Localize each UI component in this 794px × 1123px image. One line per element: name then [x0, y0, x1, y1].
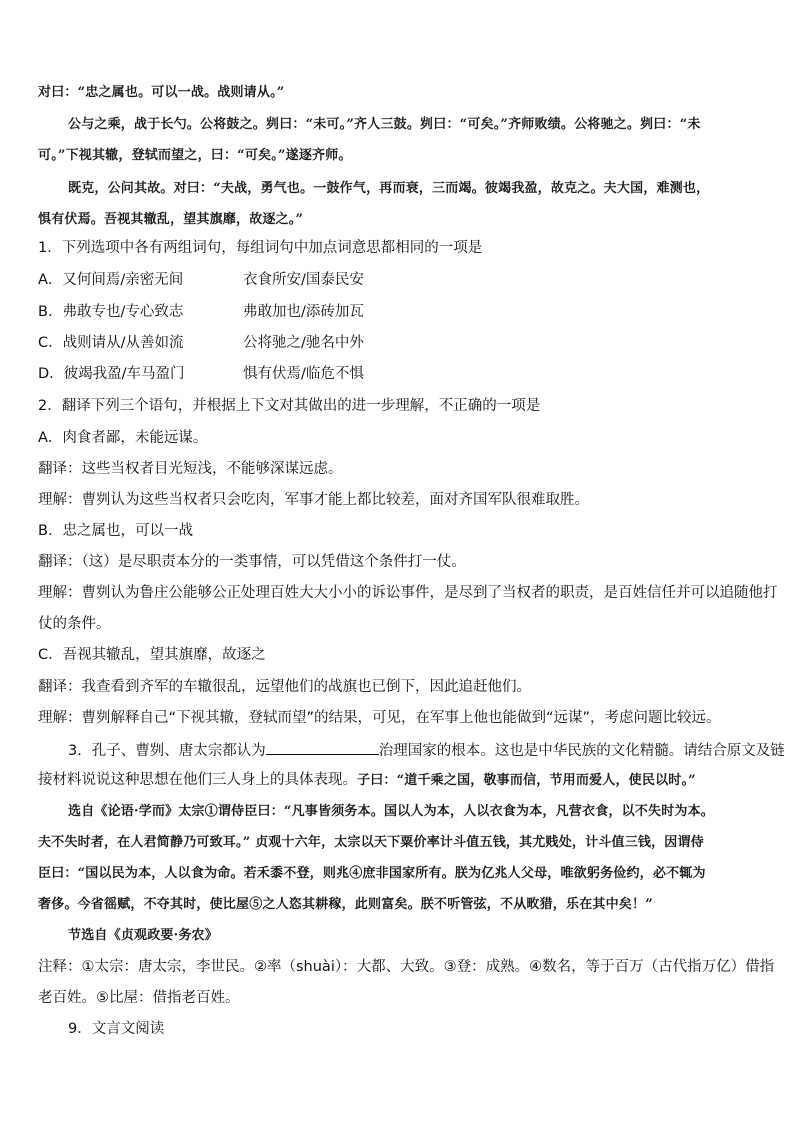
- q3-stem-quote: 子曰：“道千乘之国，敬事而信，节用而爱人，使民以时。”: [357, 773, 696, 788]
- q2-b-understanding-2: 仗的条件。: [38, 616, 111, 632]
- q1-option-c: [38, 336, 364, 351]
- q2-c-translation: 翻译：我查看到齐军的车辙很乱，远望他们的战旗也已倒下，因此追赶他们。: [38, 679, 531, 695]
- passage-line-1: 对曰：“忠之属也。可以一战。战则请从。”: [38, 85, 285, 100]
- q2-b-understanding-1: 理解：曹刿认为鲁庄公能够公正处理百姓大大小小的诉讼事件，是尽到了当权者的职责，是百姓信任并可以追随他打: [38, 585, 778, 601]
- q3-note-line-2: 老百姓。⑤比屋：借指老百姓。: [38, 990, 240, 1006]
- q1-option-d-left: D．彼竭我盈/车马盈门: [38, 366, 185, 382]
- q2-a-understanding: 理解：曹刿认为这些当权者只会吃肉，军事才能上都比较差，面对齐国军队很难取胜。: [38, 492, 589, 508]
- q3-material-line-4: 奢侈。今省徭赋，不夺其时，使比屋⑤之人恣其耕稼，此则富矣。朕不听管弦，不从畋猎，乐在其中矣！”: [38, 897, 653, 912]
- q3-stem-line-1: [38, 742, 785, 759]
- q3-stem-line-2: [38, 773, 696, 788]
- passage-line-2: 公与之乘，战于长勺。公将鼓之。刿曰：“未可。”齐人三鼓。刿曰：“可矣。”齐师败绩。公将驰之。刿曰：“未: [68, 117, 701, 132]
- q3-source: 节选自《贞观政要·务农》: [68, 928, 218, 943]
- q3-stem-part-a: 3．孔子、曹刿、唐太宗都认为: [68, 743, 266, 759]
- passage-line-3: 可。”下视其辙，登轼而望之，曰：“可矣。”遂逐齐师。: [38, 148, 352, 163]
- q3-material-line-3: 臣曰：“国以民为本，人以食为命。若禾黍不登，则兆④庶非国家所有。朕为亿兆人父母，唯欲躬务俭约，必不辄为: [38, 866, 706, 881]
- q1-stem: 1．下列选项中各有两组词句，每组词句中加点词意思都相同的一项是: [38, 240, 483, 256]
- q3-answer-blank[interactable]: [266, 742, 379, 755]
- q9-title: 9．文言文阅读: [68, 1021, 165, 1037]
- q2-b-translation: 翻译：（这）是尽职责本分的一类事情，可以凭借这个条件打一仗。: [38, 554, 466, 570]
- q2-stem: 2．翻译下列三个语句，并根据上下文对其做出的进一步理解，不正确的一项是: [38, 398, 541, 414]
- q1-option-a-left: A．又何间焉/亲密无间: [38, 272, 184, 288]
- passage-line-5: 惧有伏焉。吾视其辙乱，望其旗靡，故逐之。”: [38, 212, 304, 227]
- q1-option-a-right: 衣食所安/国泰民安: [243, 272, 364, 288]
- q2-c-understanding: 理解：曹刿解释自己“下视其辙，登轼而望”的结果，可见，在军事上他也能做到“远谋”，考虑问题比较远。: [38, 710, 721, 726]
- q1-option-b-right: 弗敢加也/添砖加瓦: [243, 304, 364, 320]
- q1-option-b-left: B．弗敢专也/专心致志: [38, 304, 184, 320]
- q1-option-d-right: 惧有伏焉/临危不惧: [243, 366, 364, 382]
- q1-option-c-right: 公将驰之/驰名中外: [243, 335, 364, 351]
- q2-a-title: A．肉食者鄙，未能远谋。: [38, 430, 208, 446]
- q2-a-translation: 翻译：这些当权者目光短浅，不能够深谋远虑。: [38, 461, 343, 477]
- q1-option-d: [38, 367, 364, 382]
- q1-option-c-left: C．战则请从/从善如流: [38, 335, 184, 351]
- passage-line-4: 既克，公问其故。对曰：“夫战，勇气也。一鼓作气，再而衰，三而竭。彼竭我盈，故克之。夫大国，难测也，: [68, 181, 710, 196]
- q1-option-a: [38, 273, 364, 288]
- q2-c-title: C．吾视其辙乱，望其旗靡，故逐之: [38, 647, 266, 663]
- q3-material-line-2: 夫不失时者，在人君简静乃可致耳。” 贞观十六年，太宗以天下粟价率计斗值五钱，其尤贱处，计斗值三钱，因谓侍: [38, 835, 704, 850]
- q3-note-line-1: 注释：①太宗：唐太宗，李世民。②率（shuài）：大都、大致。③登：成熟。④数名，等于百万（古代指万亿）借指: [38, 959, 775, 975]
- q3-stem-part-c: 接材料说说这种思想在他们三人身上的具体表现。: [38, 772, 357, 788]
- q1-option-b: [38, 305, 364, 320]
- q2-b-title: B．忠之属也，可以一战: [38, 523, 193, 539]
- q3-material-line-1: 选自《论语·学而》太宗①谓侍臣曰：“凡事皆须务本。国以人为本，人以衣食为本，凡营衣食，以不失时为本。: [68, 804, 715, 819]
- q3-stem-part-b: 治理国家的根本。这也是中华民族的文化精髓。请结合原文及链: [378, 743, 785, 759]
